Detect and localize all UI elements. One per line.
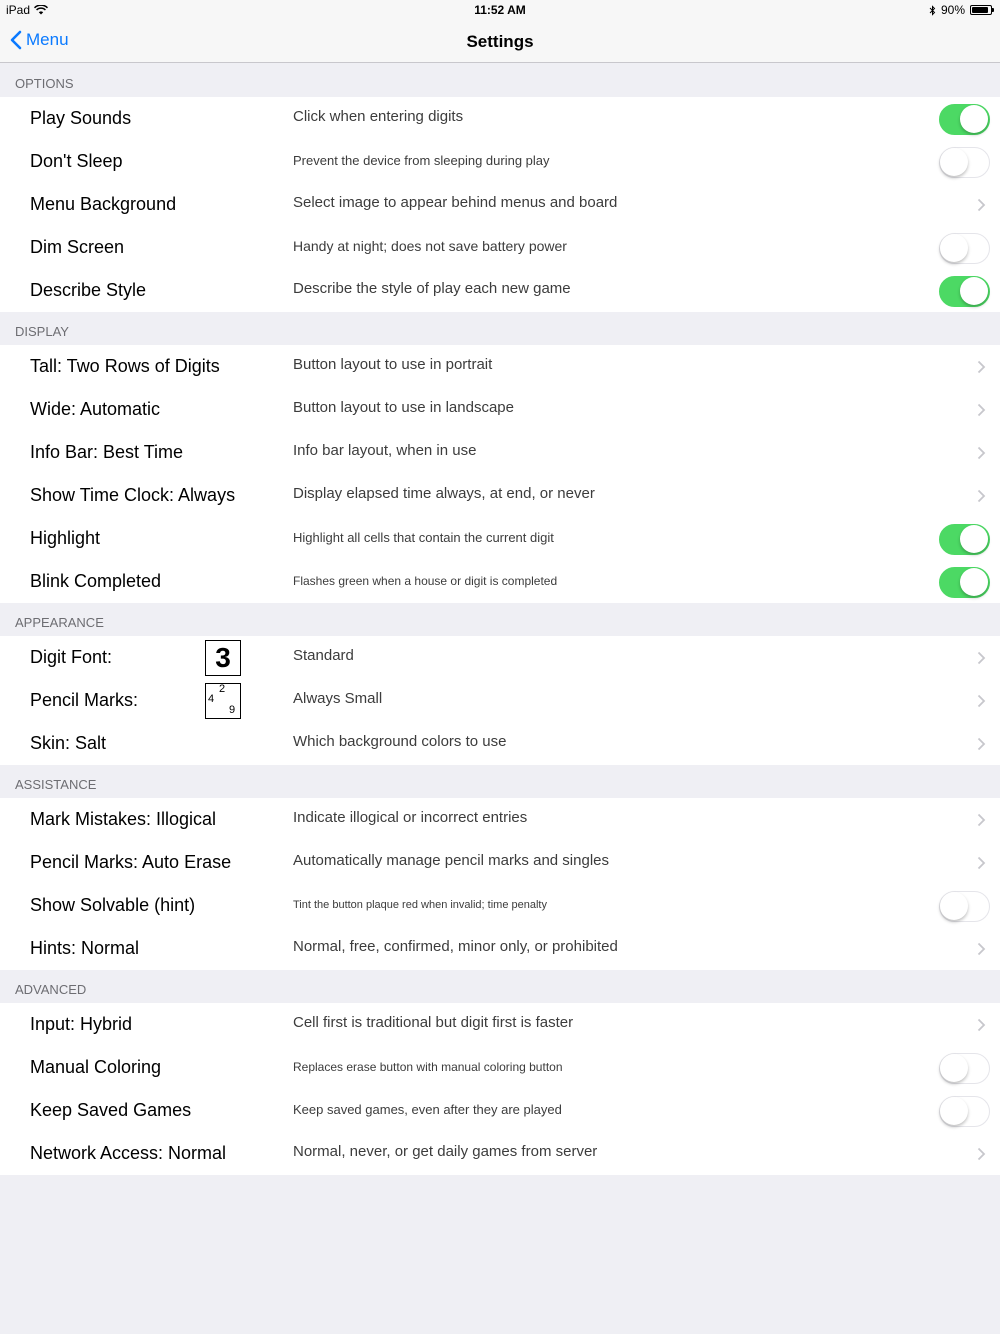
setting-label: Pencil Marks: Auto Erase: [30, 852, 232, 872]
setting-label: Highlight: [30, 528, 101, 548]
setting-description: Automatically manage pencil marks and singles: [293, 852, 609, 869]
chevron-right-icon: [977, 360, 986, 374]
setting-label: Mark Mistakes: Illogical: [30, 809, 217, 829]
chevron-right-icon: [977, 1018, 986, 1032]
setting-row-skin[interactable]: [0, 722, 1000, 765]
setting-row-network-access[interactable]: [0, 1132, 1000, 1175]
setting-description: Flashes green when a house or digit is completed: [293, 574, 558, 588]
digit-font-sample: 3: [205, 640, 241, 676]
setting-row-manual-coloring[interactable]: [0, 1046, 1000, 1089]
setting-label: Keep Saved Games: [30, 1100, 192, 1120]
setting-row-tall-layout[interactable]: [0, 345, 1000, 388]
section-advanced: [0, 1003, 1000, 1175]
setting-description: Which background colors to use: [293, 733, 507, 750]
setting-label: Show Solvable (hint): [30, 895, 196, 915]
setting-label: Menu Background: [30, 194, 177, 214]
setting-description: Always Small: [293, 690, 383, 707]
play-sounds-toggle[interactable]: [939, 104, 990, 135]
pencil-mark: 2: [219, 683, 226, 695]
dont-sleep-toggle[interactable]: [939, 147, 990, 178]
battery-percent: 90%: [940, 3, 965, 17]
setting-label: Show Time Clock: Always: [30, 485, 236, 505]
setting-description: Normal, never, or get daily games from server: [293, 1143, 598, 1160]
setting-description: Prevent the device from sleeping during play: [293, 153, 550, 168]
setting-label: Don't Sleep: [30, 151, 123, 171]
setting-label: Digit Font:: [30, 647, 113, 667]
setting-description: Button layout to use in portrait: [293, 356, 493, 373]
section-header-advanced: ADVANCED: [15, 982, 87, 997]
battery-icon: [970, 5, 992, 15]
setting-row-play-sounds[interactable]: [0, 97, 1000, 140]
setting-label: Blink Completed: [30, 571, 162, 591]
setting-description: Highlight all cells that contain the current digit: [293, 530, 554, 545]
back-button-label: Menu: [26, 30, 69, 49]
setting-description: Display elapsed time always, at end, or never: [293, 485, 595, 502]
bluetooth-icon: [929, 5, 936, 16]
setting-label: Manual Coloring: [30, 1057, 162, 1077]
setting-description: Info bar layout, when in use: [293, 442, 477, 459]
setting-label: Input: Hybrid: [30, 1014, 133, 1034]
chevron-right-icon: [977, 856, 986, 870]
status-right: [929, 3, 992, 17]
setting-row-input[interactable]: [0, 1003, 1000, 1046]
manual-coloring-toggle[interactable]: [939, 1053, 990, 1084]
chevron-right-icon: [977, 813, 986, 827]
pencil-marks-sample: [205, 683, 241, 719]
setting-row-blink-completed[interactable]: [0, 560, 1000, 603]
chevron-right-icon: [977, 942, 986, 956]
setting-description: Keep saved games, even after they are played: [293, 1102, 562, 1117]
chevron-right-icon: [977, 1147, 986, 1161]
setting-row-digit-font[interactable]: [0, 636, 1000, 679]
describe-style-toggle[interactable]: [939, 276, 990, 307]
setting-label: Network Access: Normal: [30, 1143, 227, 1163]
setting-row-mark-mistakes[interactable]: [0, 798, 1000, 841]
status-time: 11:52 AM: [474, 3, 526, 17]
setting-row-describe-style[interactable]: [0, 269, 1000, 312]
setting-row-show-solvable[interactable]: [0, 884, 1000, 927]
chevron-right-icon: [977, 651, 986, 665]
navigation-bar: [0, 20, 1000, 63]
setting-description: Indicate illogical or incorrect entries: [293, 809, 528, 826]
device-name: iPad: [6, 3, 31, 17]
chevron-right-icon: [977, 489, 986, 503]
setting-row-hints[interactable]: [0, 927, 1000, 970]
setting-description: Select image to appear behind menus and board: [293, 194, 618, 211]
setting-description: Normal, free, confirmed, minor only, or prohibited: [293, 938, 618, 955]
setting-row-pencil-marks-style[interactable]: [0, 679, 1000, 722]
setting-label: Dim Screen: [30, 237, 125, 257]
dim-screen-toggle[interactable]: [939, 233, 990, 264]
chevron-right-icon: [977, 198, 986, 212]
section-options: [0, 97, 1000, 312]
chevron-right-icon: [977, 694, 986, 708]
setting-row-time-clock[interactable]: [0, 474, 1000, 517]
page-title: Settings: [466, 32, 534, 51]
setting-row-dont-sleep[interactable]: [0, 140, 1000, 183]
setting-label: Pencil Marks:: [30, 690, 139, 710]
setting-description: Cell first is traditional but digit first is faster: [293, 1014, 574, 1031]
setting-label: Play Sounds: [30, 108, 132, 128]
pencil-mark: 4: [208, 693, 215, 705]
setting-row-wide-layout[interactable]: [0, 388, 1000, 431]
section-assistance: [0, 798, 1000, 970]
pencil-mark: 9: [229, 704, 236, 716]
setting-description: Describe the style of play each new game: [293, 280, 571, 297]
section-display: [0, 345, 1000, 603]
section-header-assistance: ASSISTANCE: [15, 777, 97, 792]
section-header-display: DISPLAY: [15, 324, 69, 339]
status-bar: [0, 0, 1000, 20]
keep-saved-games-toggle[interactable]: [939, 1096, 990, 1127]
highlight-toggle[interactable]: [939, 524, 990, 555]
setting-row-keep-saved-games[interactable]: [0, 1089, 1000, 1132]
setting-label: Hints: Normal: [30, 938, 140, 958]
setting-description: Handy at night; does not save battery power: [293, 238, 567, 254]
section-appearance: [0, 636, 1000, 765]
setting-description: Standard: [293, 647, 354, 664]
chevron-right-icon: [977, 446, 986, 460]
battery-level: [972, 7, 988, 13]
setting-label: Skin: Salt: [30, 733, 107, 753]
setting-description: Tint the button plaque red when invalid; time penalty: [293, 899, 547, 911]
show-solvable-toggle[interactable]: [939, 891, 990, 922]
setting-description: Replaces erase button with manual coloring button: [293, 1060, 563, 1074]
chevron-right-icon: [977, 403, 986, 417]
setting-description: Click when entering digits: [293, 108, 464, 125]
section-header-options: OPTIONS: [15, 76, 74, 91]
setting-label: Info Bar: Best Time: [30, 442, 184, 462]
setting-row-info-bar[interactable]: [0, 431, 1000, 474]
setting-label: Describe Style: [30, 280, 147, 300]
setting-label: Tall: Two Rows of Digits: [30, 356, 220, 376]
setting-label: Wide: Automatic: [30, 399, 161, 419]
setting-row-highlight[interactable]: [0, 517, 1000, 560]
blink-completed-toggle[interactable]: [939, 567, 990, 598]
setting-row-dim-screen[interactable]: [0, 226, 1000, 269]
chevron-right-icon: [977, 737, 986, 751]
setting-row-menu-background[interactable]: [0, 183, 1000, 226]
setting-row-auto-erase[interactable]: [0, 841, 1000, 884]
settings-list: [0, 64, 1000, 1175]
section-header-appearance: APPEARANCE: [15, 615, 104, 630]
setting-description: Button layout to use in landscape: [293, 399, 514, 416]
